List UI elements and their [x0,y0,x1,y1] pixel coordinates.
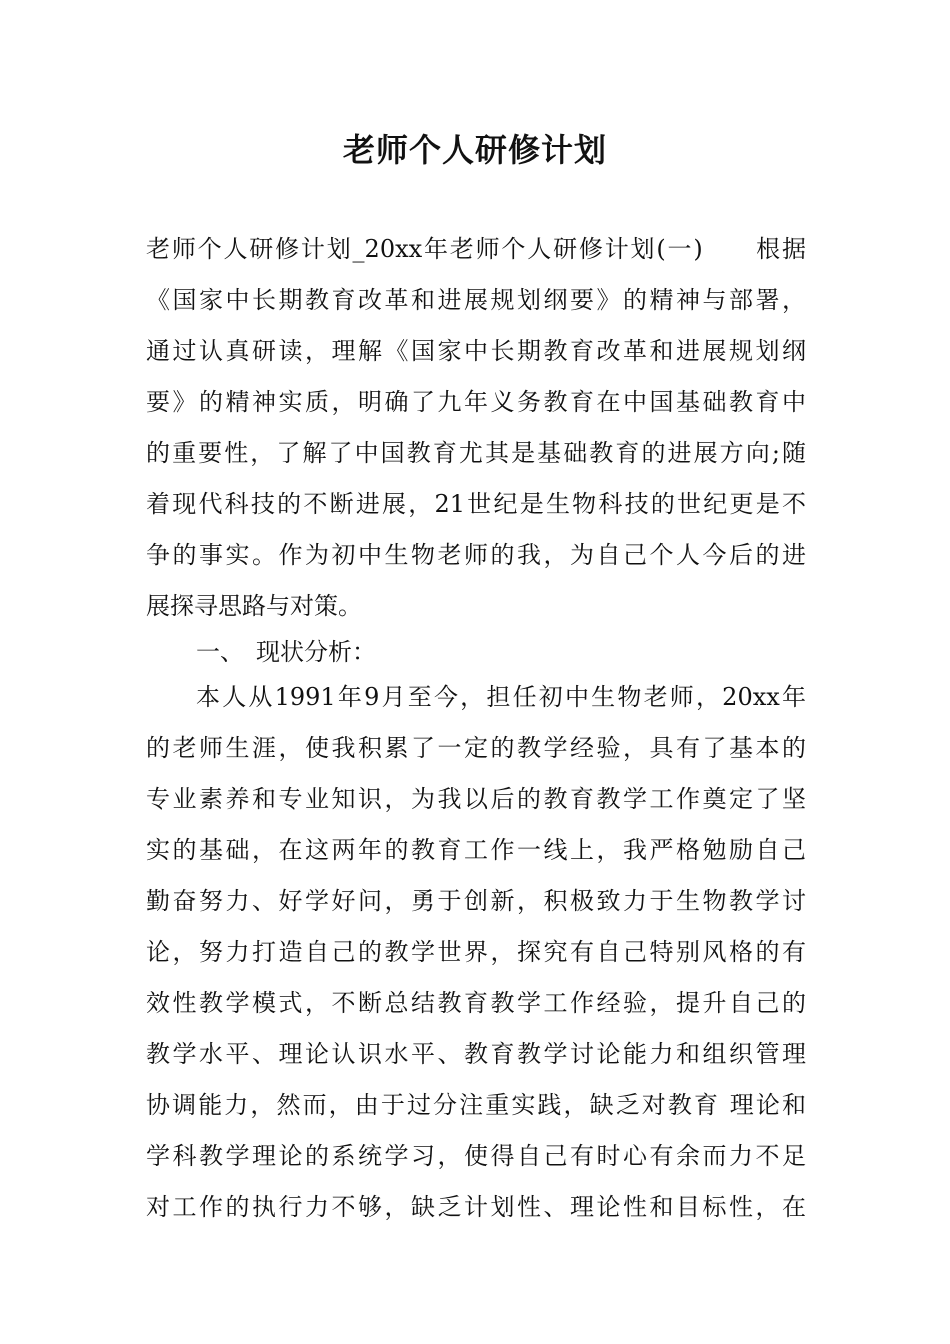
text-line: 老师个人研修计划_20xx年老师个人研修计划(一) 根据 [146,235,806,263]
text-line: 《国家中长期教育改革和进展规划纲要》的精神与部署， [146,286,806,314]
text-line: 学科教学理论的系统学习，使得自己有时心有余而力不足 [146,1142,806,1170]
text-line: 展探寻思路与对策。 [146,592,362,620]
situation-paragraph [146,672,806,1233]
text-line: 通过认真研读，理解《国家中长期教育改革和进展规划纲 [146,337,806,365]
text-line: 勤奋努力、好学好问，勇于创新，积极致力于生物教学讨 [146,887,806,915]
text-line: 的重要性，了解了中国教育尤其是基础教育的进展方向;随 [146,439,806,467]
text-line: 协调能力，然而，由于过分注重实践，缺乏对教育 理论和 [146,1091,806,1119]
text-line: 效性教学模式，不断总结教育教学工作经验，提升自己的 [146,989,806,1017]
text-line: 要》的精神实质，明确了九年义务教育在中国基础教育中 [146,388,806,416]
text-line: 论，努力打造自己的教学世界，探究有自己特别风格的有 [146,938,806,966]
text-line: 教学水平、理论认识水平、教育教学讨论能力和组织管理 [146,1040,806,1068]
text-line: 对工作的执行力不够，缺乏计划性、理论性和目标性，在 [146,1193,806,1221]
text-line: 争的事实。作为初中生物老师的我，为自己个人今后的进 [146,541,806,569]
section-heading: 一、 现状分析： [196,638,376,666]
text-line: 着现代科技的不断进展，21世纪是生物科技的世纪更是不 [146,490,806,518]
text-line: 实的基础，在这两年的教育工作一线上，我严格勉励自己 [146,836,806,864]
text-line: 专业素养和专业知识，为我以后的教育教学工作奠定了坚 [146,785,806,813]
section-heading-block [146,627,806,678]
text-line: 本人从1991年9月至今，担任初中生物老师，20xx年 [196,683,806,711]
intro-paragraph [146,224,806,632]
document-title: 老师个人研修计划 [342,131,607,169]
text-line: 的老师生涯，使我积累了一定的教学经验，具有了基本的 [146,734,806,762]
